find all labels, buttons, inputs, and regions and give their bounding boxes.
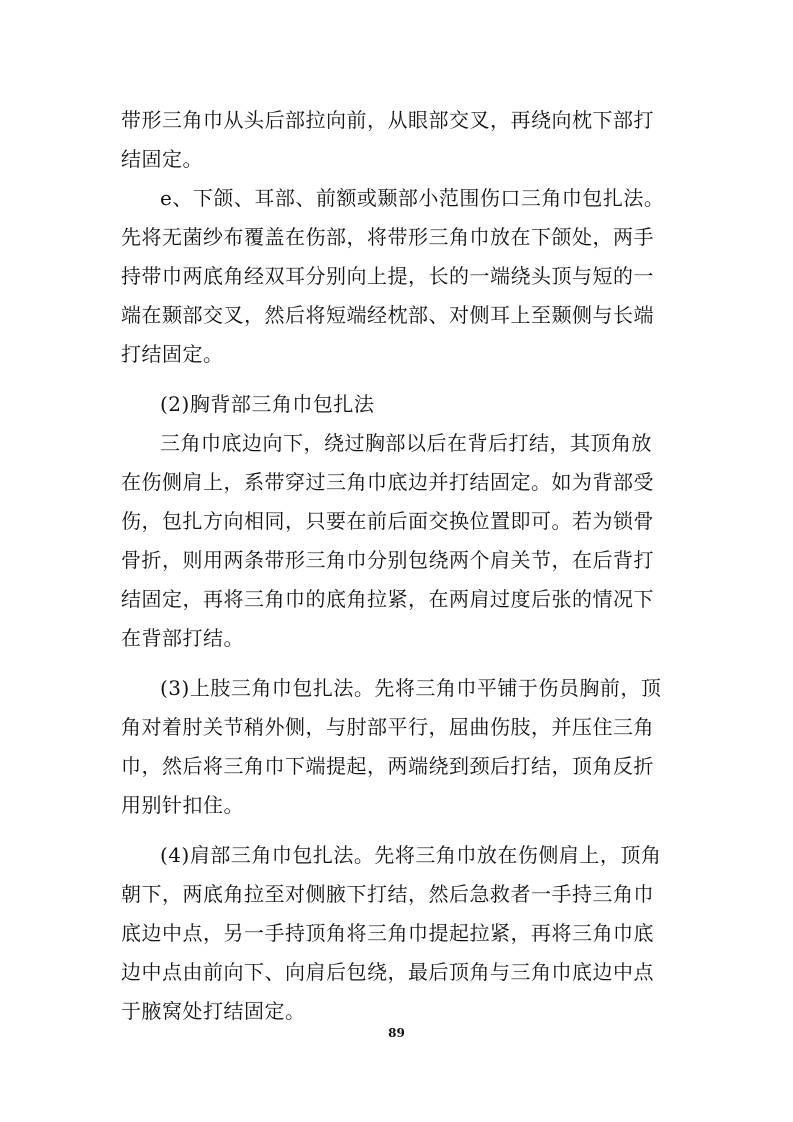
paragraph-line: 骨折，则用两条带形三角巾分别包绕两个肩关节，在后背打 [121,548,654,572]
paragraph-line: 伤，包扎方向相同，只要在前后面交换位置即可。若为锁骨 [121,509,654,533]
paragraph-line: 角对着肘关节稍外侧，与肘部平行，屈曲伤肢，并压住三角 [121,715,654,739]
paragraph-line: 带形三角巾从头后部拉向前，从眼部交叉，再绕向枕下部打 [121,108,654,132]
paragraph-line: 朝下，两底角拉至对侧腋下打结，然后急救者一手持三角巾 [121,882,654,906]
paragraph-line: (4)肩部三角巾包扎法。先将三角巾放在伤侧肩上，顶角 [160,843,662,867]
paragraph-line: 巾，然后将三角巾下端提起，两端绕到颈后打结，顶角反折 [121,754,654,778]
paragraph-line: 结固定，再将三角巾的底角拉紧，在两肩过度后张的情况下 [121,587,654,611]
paragraph-line: 底边中点，另一手持顶角将三角巾提起拉紧，再将三角巾底 [121,921,654,945]
paragraph-line: e、下颌、耳部、前额或颞部小范围伤口三角巾包扎法。 [160,186,665,210]
paragraph-line: 用别针扣住。 [121,793,244,817]
paragraph-line: (3)上肢三角巾包扎法。先将三角巾平铺于伤员胸前，顶 [160,676,662,700]
paragraph-line: 在背部打结。 [121,626,244,650]
paragraph-line: 端在颞部交叉，然后将短端经枕部、对侧耳上至颞侧与长端 [121,303,654,327]
paragraph-line: 结固定。 [121,147,203,171]
paragraph-line: 在伤侧肩上，系带穿过三角巾底边并打结固定。如为背部受 [121,470,654,494]
paragraph-line: 先将无菌纱布覆盖在伤部，将带形三角巾放在下颌处，两手 [121,225,654,249]
page-number: 89 [388,1026,405,1040]
section-heading: (2)胸背部三角巾包扎法 [160,392,375,416]
paragraph-line: 于腋窝处打结固定。 [121,999,306,1023]
paragraph-line: 持带巾两底角经双耳分别向上提，长的一端绕头顶与短的一 [121,264,654,288]
paragraph-line: 打结固定。 [121,342,224,366]
paragraph-line: 三角巾底边向下，绕过胸部以后在背后打结，其顶角放 [160,431,652,455]
paragraph-line: 边中点由前向下、向肩后包绕，最后顶角与三角巾底边中点 [121,960,654,984]
